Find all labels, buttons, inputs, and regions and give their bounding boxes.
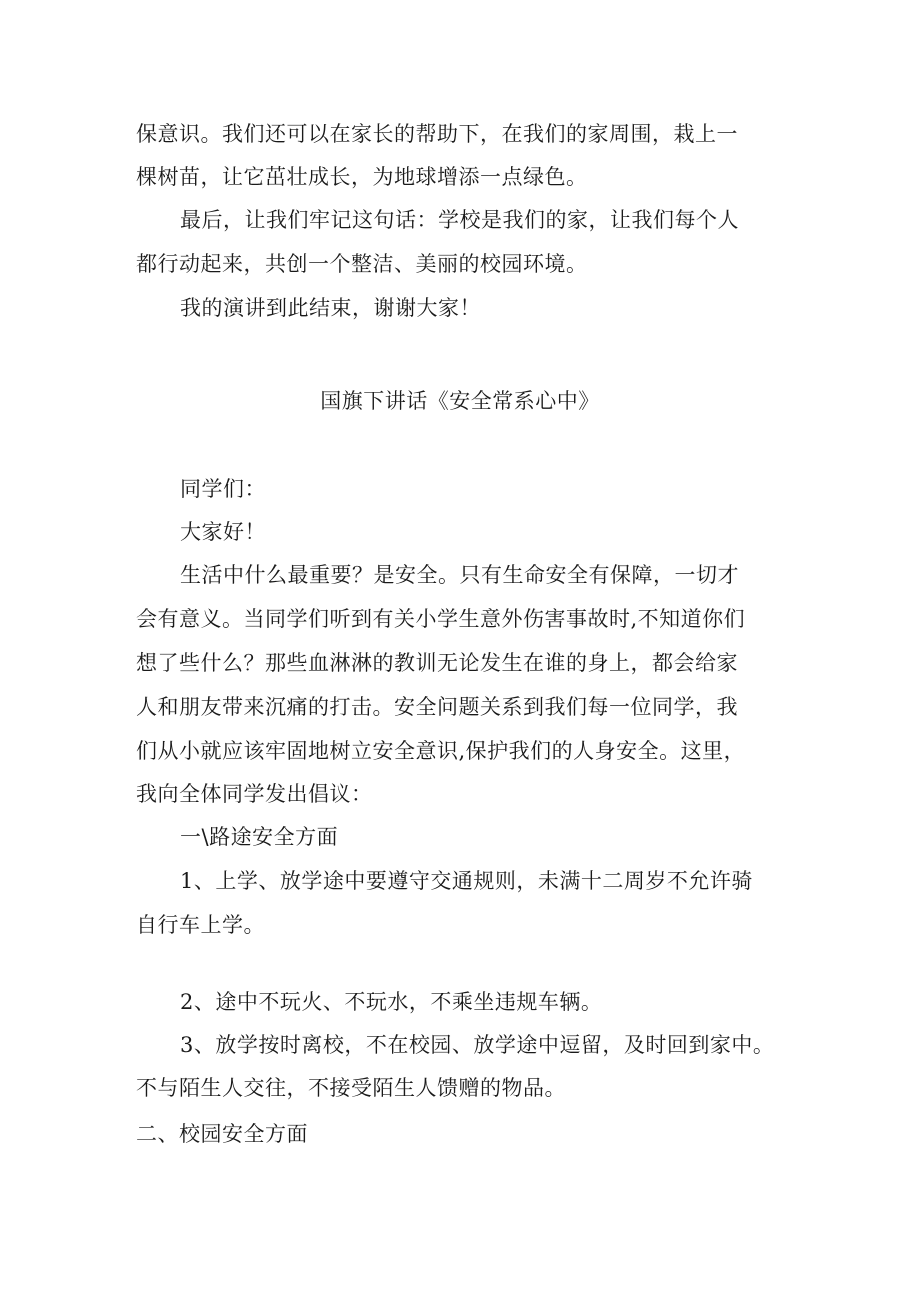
greeting: 大家好！ — [180, 520, 266, 544]
paragraph-line: 会有意义。当同学们听到有关小学生意外伤害事故时,不知道你们 — [136, 607, 746, 631]
section-heading: 一\路途安全方面 — [180, 825, 339, 849]
list-item-continuation: 不与陌生人交往，不接受陌生人馈赠的物品。 — [136, 1076, 566, 1100]
paragraph-line: 都行动起来，共创一个整洁、美丽的校园环境。 — [136, 252, 588, 276]
paragraph-line: 生活中什么最重要？是安全。只有生命安全有保障，一切才 — [180, 563, 739, 587]
paragraph-line: 保意识。我们还可以在家长的帮助下，在我们的家周围，栽上一 — [136, 122, 738, 146]
paragraph-line: 我向全体同学发出倡议： — [136, 782, 373, 806]
speech-title: 国旗下讲话《安全常系心中》 — [320, 389, 600, 413]
paragraph-line: 们从小就应该牢固地树立安全意识,保护我们的人身安全。这里， — [136, 739, 746, 763]
salutation: 同学们： — [180, 477, 266, 501]
list-item: 1、上学、放学途中要遵守交通规则，未满十二周岁不允许骑 — [180, 869, 753, 893]
list-item-continuation: 自行车上学。 — [136, 913, 265, 937]
paragraph-line: 想了些什么？那些血淋淋的教训无论发生在谁的身上，都会给家 — [136, 651, 738, 675]
list-item: 2、途中不玩火、不玩水，不乘坐违规车辆。 — [180, 990, 603, 1014]
section-heading: 二、校园安全方面 — [136, 1122, 308, 1146]
paragraph-line: 最后，让我们牢记这句话：学校是我们的家，让我们每个人 — [180, 208, 739, 232]
paragraph-line: 人和朋友带来沉痛的打击。安全问题关系到我们每一位同学，我 — [136, 695, 738, 719]
list-item: 3、放学按时离校，不在校园、放学途中逗留，及时回到家中。 — [180, 1033, 775, 1057]
closing-line: 我的演讲到此结束，谢谢大家！ — [180, 296, 481, 320]
paragraph-line: 棵树苗，让它茁壮成长，为地球增添一点绿色。 — [136, 165, 588, 189]
